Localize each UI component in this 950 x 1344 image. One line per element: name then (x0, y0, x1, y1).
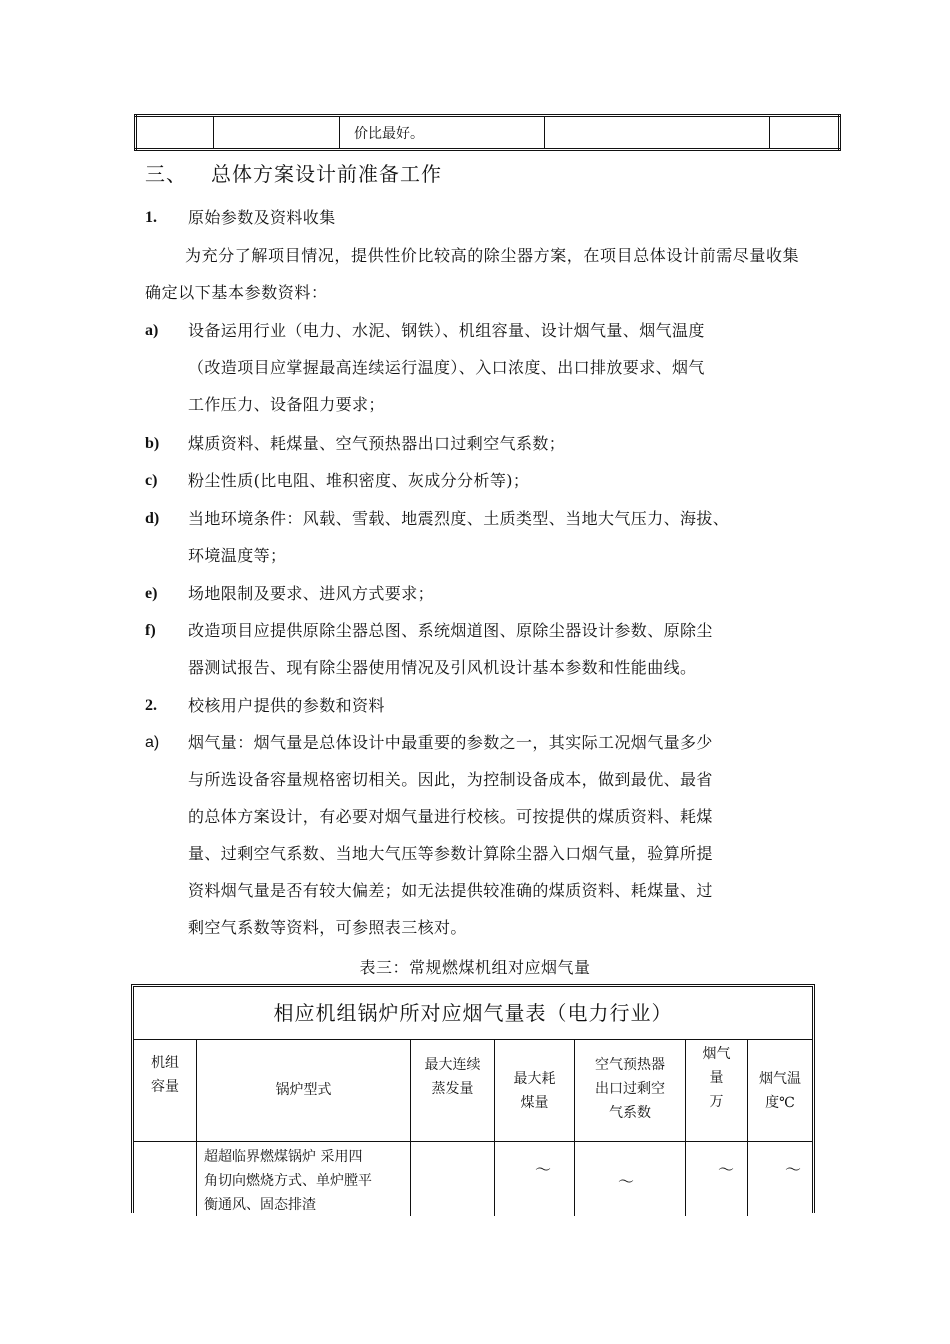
continuation-table (134, 114, 841, 151)
section-title: 总体方案设计前准备工作 (211, 162, 442, 186)
header-max-evaporation: 最大连续 蒸发量 (411, 1039, 495, 1216)
table-title: 相应机组锅炉所对应烟气量表（电力行业） (134, 987, 812, 1040)
header-max-coal: 最大耗 煤量 (495, 1039, 575, 1216)
header-capacity: 机组 容量 (134, 1039, 197, 1216)
header-boiler-type: 锅炉型式 (197, 1039, 411, 1216)
section-heading (145, 158, 442, 187)
section-number: 三、 (145, 162, 187, 186)
table-cell: 价比最好。 (340, 116, 545, 150)
subsection-title: 校核用户提供的参数和资料 (188, 696, 385, 715)
row-divider (134, 1141, 812, 1142)
table-cell (136, 116, 214, 150)
range-symbol: ～ (618, 1172, 635, 1191)
header-excess-air: 空气预热器 出口过剩空 气系数 (575, 1039, 686, 1216)
subsection-number: 1. (145, 209, 157, 226)
subsection-title: 原始参数及资料收集 (188, 208, 336, 227)
table-cell (214, 116, 340, 150)
header-flue-gas-temp: 烟气温 度℃ (759, 1071, 801, 1111)
table-caption: 表三：常规燃煤机组对应烟气量 (359, 958, 591, 977)
range-symbol: ～ (535, 1160, 552, 1179)
range-symbol: ～ (718, 1160, 735, 1179)
range-symbol: ～ (785, 1160, 802, 1179)
flue-gas-table (131, 984, 815, 1213)
table-cell (770, 116, 840, 150)
intro-paragraph: 为充分了解项目情况，提供性价比较高的除尘器方案，在项目总体设计前需尽量收集确定以下基本参数资料： (145, 246, 800, 302)
subsection-number: 2. (145, 697, 157, 714)
header-flue-gas-volume: 烟气 量 万 (686, 1039, 748, 1216)
table-cell (545, 116, 770, 150)
boiler-type-cell: 超超临界燃煤锅炉 采用四 角切向燃烧方式、单炉膛平 衡通风、固态排渣 (204, 1149, 372, 1213)
